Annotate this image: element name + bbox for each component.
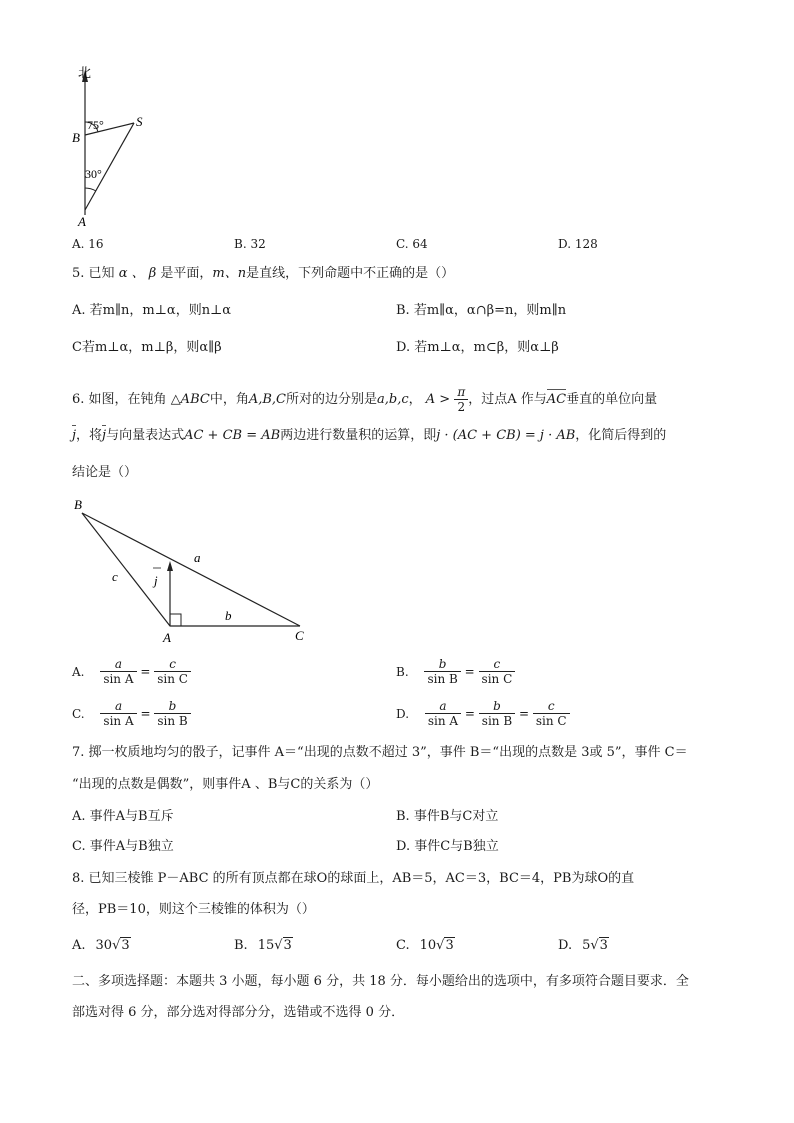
side-c-label: c (112, 569, 118, 584)
q6-option-b[interactable]: B. $\frac{b}{\text{sin B}}$ = $\frac{c}{\text{sin C}}$ (396, 657, 515, 686)
q6-line3: 结论是（） (72, 465, 138, 480)
q4-option-d[interactable]: D. 128 (558, 237, 598, 251)
side-a-label: a (194, 550, 201, 565)
right-angle-mark (170, 614, 181, 626)
q4-option-b[interactable]: B. 32 (234, 237, 266, 251)
q6-option-a[interactable]: A. $\frac{a}{\text{sin A}}$ = $\frac{c}{\text{sin C}}$ (72, 657, 191, 686)
q7-option-a[interactable]: A. 事件A与B互斥 (72, 809, 174, 824)
q6-line1: 6. 如图，在钝角 △ABC中，角A,B,C所对的边分别是a,b,c， A > $\frac{\pi}{2}$ ，过点A 作与AC垂直的单位向量 (72, 385, 658, 414)
q7-line2: “出现的点数是偶数”，则事件A 、B与C的关系为（） (72, 777, 379, 792)
point-a-label: A (78, 214, 86, 229)
q6-line2: j，将j与向量表达式AC + CB = AB两边进行数量积的运算，即j · (AC + CB) = j · AB，化简后得到的 (72, 428, 667, 443)
section-2-instruction-line1: 二、多项选择题：本题共 3 小题，每小题 6 分，共 18 分．每小题给出的选项中，有多项符合题目要求．全 (72, 974, 689, 989)
q8-option-d[interactable]: D. 5√3 (558, 938, 608, 953)
triangle-figure (70, 495, 320, 645)
q5-option-b[interactable]: B. 若m∥α，α∩β=n，则m∥n (396, 303, 567, 318)
q8-line2: 径，PB＝10，则这个三棱锥的体积为（） (72, 902, 315, 917)
angle-arc-bottom (85, 188, 96, 191)
q6-pi-half: $\frac{\pi}{2}$ (454, 385, 468, 414)
vector-j-arrowhead (167, 561, 173, 571)
q7-line1: 7. 掷一枚质地均匀的骰子，记事件 A＝“出现的点数不超过 3”，事件 B＝“出现的点数是 3或 5”，事件 C＝ (72, 745, 688, 760)
q5-option-d[interactable]: D. 若m⊥α，m⊂β，则α⊥β (396, 340, 559, 355)
q5-planes: α 、 β (118, 266, 157, 281)
point-s-label: S (136, 114, 143, 129)
angle-bottom-label: 30° (85, 167, 102, 181)
q5-option-a[interactable]: A. 若m∥n，m⊥α，则n⊥α (72, 303, 232, 318)
q8-option-c[interactable]: C. 10√3 (396, 938, 454, 953)
vertex-b-label: B (74, 497, 82, 512)
side-ba (82, 513, 170, 626)
bearing-figure (70, 60, 160, 230)
q5-lines: m、n (212, 266, 247, 281)
q7-option-c[interactable]: C. 事件A与B独立 (72, 839, 174, 854)
section-2-instruction-line2: 部选对得 6 分，部分选对得部分分，选错或不选得 0 分． (72, 1005, 405, 1020)
point-b-label: B (72, 130, 80, 145)
q8-option-a[interactable]: A. 30√3 (72, 938, 130, 953)
q7-option-b[interactable]: B. 事件B与C对立 (396, 809, 499, 824)
north-label: 北 (78, 65, 92, 80)
q6-option-d[interactable]: D. $\frac{a}{\text{sin A}}$ = $\frac{b}{\text{sin B}}$ = $\frac{c}{\text{sin C}}$ (396, 699, 570, 728)
q5-stem: 5. 已知 α 、 β 是平面，m、n是直线，下列命题中不正确的是（） (72, 266, 455, 281)
vertex-a-label: A (163, 630, 171, 645)
q4-option-c[interactable]: C. 64 (396, 237, 428, 251)
q7-option-d[interactable]: D. 事件C与B独立 (396, 839, 499, 854)
angle-top-label: 75° (87, 118, 104, 132)
q5-option-c[interactable]: C若m⊥α，m⊥β，则α∥β (72, 340, 222, 355)
vertex-c-label: C (295, 628, 304, 643)
q8-option-b[interactable]: B. 15√3 (234, 938, 292, 953)
vector-j-label: j (154, 573, 158, 588)
q6-option-c[interactable]: C. $\frac{a}{\text{sin A}}$ = $\frac{b}{\text{sin B}}$ (72, 699, 191, 728)
side-b-label: b (225, 608, 232, 623)
q8-line1: 8. 已知三棱锥 P－ABC 的所有顶点都在球O的球面上，AB＝5，AC＝3，BC＝4，PB为球O的直 (72, 871, 635, 886)
q4-option-a[interactable]: A. 16 (72, 237, 104, 251)
